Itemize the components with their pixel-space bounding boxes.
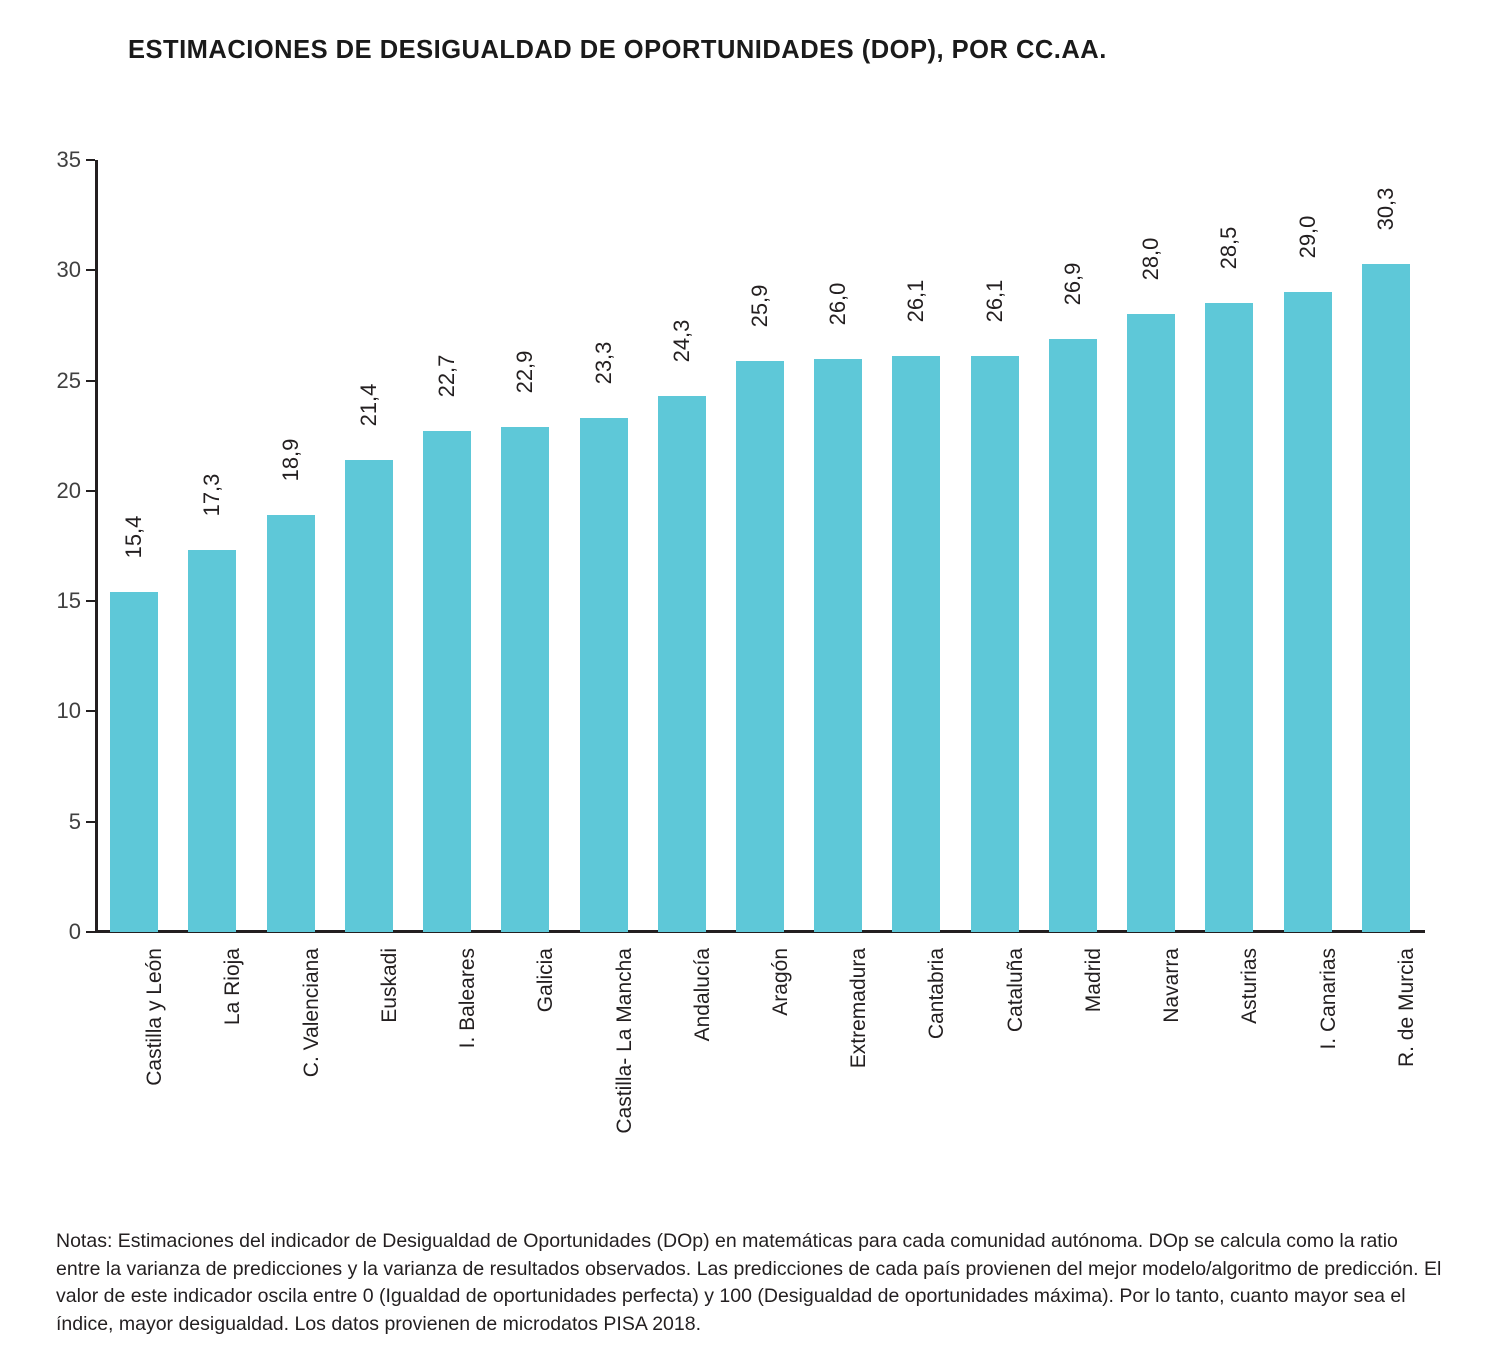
bar[interactable]: [971, 356, 1019, 932]
plot-area: [56, 147, 1425, 944]
y-axis-tick-label: 25: [56, 367, 81, 393]
bar[interactable]: [814, 359, 862, 932]
y-axis-tick-label: 0: [68, 919, 81, 944]
x-axis-category-label: La Rioja: [221, 948, 245, 1026]
bar-slot: [799, 160, 877, 932]
bar-slot: [1190, 160, 1268, 932]
y-axis-tick-label: 10: [56, 698, 81, 724]
bar[interactable]: [423, 431, 471, 932]
y-axis-tick-mark: [86, 600, 95, 602]
chart-notes: Notas: Estimaciones del indicador de Desigualdad de Oportunidades (DOp) en matemáticas para cada comunidad autónoma. DOp se calcula como la ratio entre la varianza de predicciones y la varianza de resultados observados. Las predicciones de cada país provienen del mejor modelo/algoritmo de predicción. El valor de este indicador oscila entre 0 (Igualdad de oportunidades perfecta) y 100 (Desigualdad de oportunidades máxima). Por lo tanto, cuanto mayor sea el índice, mayor desigualdad. Los datos provienen de microdatos PISA 2018.: [56, 1230, 1442, 1336]
x-axis-category-label: Asturias: [1238, 948, 1262, 1024]
bar[interactable]: [1362, 264, 1410, 932]
x-axis-category-label: Extremadura: [847, 948, 871, 1069]
bar-slot: [173, 160, 251, 932]
y-axis-tick-label: 20: [56, 477, 81, 503]
x-axis-category-label: Aragón: [769, 948, 792, 1016]
bar-slot: [1034, 160, 1112, 932]
x-axis-category-label: I. Baleares: [456, 948, 480, 1049]
bar[interactable]: [267, 515, 315, 932]
y-axis-tick-mark: [86, 931, 95, 933]
page-title: ESTIMACIONES DE DESIGUALDAD DE OPORTUNIDADES (DOP), POR CC.AA.: [128, 36, 1107, 64]
bar-slot: [956, 160, 1034, 932]
x-axis-category-label: Cantabria: [925, 948, 949, 1040]
x-axis-category-label: C. Valenciana: [299, 948, 323, 1078]
y-axis-tick-mark: [86, 490, 95, 492]
x-axis-category-label: Galicia: [534, 948, 558, 1013]
x-axis-category-label: Euskadi: [377, 948, 401, 1023]
bar-slot: [330, 160, 408, 932]
bar-slot: [877, 160, 955, 932]
bar[interactable]: [658, 396, 706, 932]
bar-value-label: 28,0: [1138, 237, 1164, 281]
y-axis-tick-mark: [86, 821, 95, 823]
bar[interactable]: [345, 460, 393, 932]
y-axis-tick-mark: [86, 269, 95, 271]
x-axis-category-label: Navarra: [1160, 948, 1184, 1023]
x-axis-category-label: I. Canarias: [1316, 948, 1340, 1050]
bar-value-label: 29,0: [1294, 215, 1320, 259]
x-axis-category-label: Castilla- La Mancha: [612, 948, 636, 1134]
bar[interactable]: [188, 550, 236, 932]
bar-slot: [721, 160, 799, 932]
bar-value-label: 15,4: [121, 515, 147, 559]
bar-value-label: 17,3: [199, 474, 225, 517]
bar[interactable]: [580, 418, 628, 932]
bar-value-label: 24,3: [668, 319, 694, 363]
bar-value-label: 30,3: [1372, 187, 1398, 231]
bar-value-label: 23,3: [590, 341, 616, 385]
y-axis-tick-label: 15: [56, 588, 81, 614]
bar-slot: [251, 160, 329, 932]
y-axis-tick-label: 35: [56, 147, 81, 172]
bar-value-label: 25,9: [746, 284, 772, 328]
bar-slot: [1269, 160, 1347, 932]
bar-slot: [564, 160, 642, 932]
bar-value-label: 26,0: [825, 282, 851, 325]
x-axis-category-label: Madrid: [1081, 948, 1105, 1013]
bar-slot: [643, 160, 721, 932]
y-axis-tick-mark: [86, 380, 95, 382]
bar-value-label: 26,1: [981, 279, 1007, 323]
y-axis-tick-mark: [86, 710, 95, 712]
bar-value-label: 26,1: [903, 279, 929, 323]
bar-value-label: 22,9: [512, 350, 538, 394]
bar-value-label: 21,4: [355, 383, 381, 427]
bar[interactable]: [736, 361, 784, 932]
bar-value-label: 26,9: [1059, 262, 1085, 306]
bar-series: [95, 160, 1425, 932]
bar-slot: [95, 160, 173, 932]
y-axis-tick-label: 5: [68, 808, 81, 834]
x-axis-category-label: R. de Murcia: [1394, 948, 1418, 1068]
bar[interactable]: [1284, 292, 1332, 932]
bar[interactable]: [1049, 339, 1097, 932]
bar[interactable]: [1205, 303, 1253, 932]
bar-value-label: 28,5: [1216, 226, 1242, 270]
y-axis-tick-mark: [86, 159, 95, 161]
bar[interactable]: [501, 427, 549, 932]
bar-slot: [1347, 160, 1425, 932]
x-axis-category-label: Castilla y León: [143, 948, 167, 1086]
bar-slot: [1112, 160, 1190, 932]
bar[interactable]: [110, 592, 158, 932]
x-axis-category-label: Cataluña: [1003, 948, 1027, 1033]
bar-slot: [408, 160, 486, 932]
bar-value-label: 18,9: [277, 438, 303, 482]
bar-value-label: 22,7: [434, 354, 460, 398]
y-axis-tick-label: 30: [56, 257, 81, 283]
bar[interactable]: [1127, 314, 1175, 932]
bar-slot: [486, 160, 564, 932]
x-axis-category-label: Andalucía: [690, 948, 714, 1042]
bar[interactable]: [892, 356, 940, 932]
